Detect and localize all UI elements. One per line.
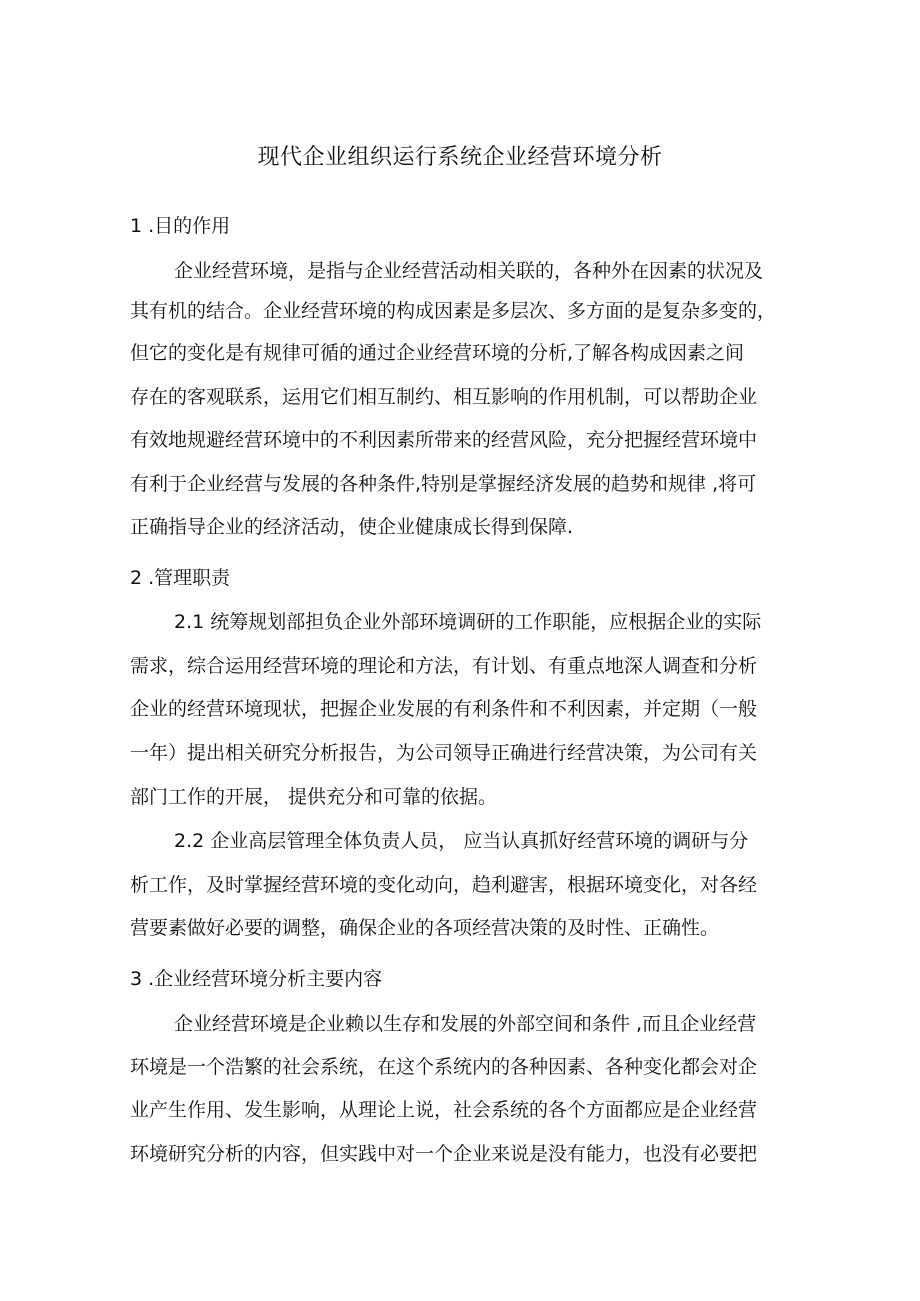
text-line: 析工作，及时掌握经营环境的变化动向，趋利避害，根据环境变化，对各经 — [130, 874, 758, 896]
text-line: 业产生作用、发生影响，从理论上说，社会系统的各个方面都应是企业经营 — [130, 1099, 758, 1121]
text-line: 需求，综合运用经营环境的理论和方法，有计划、有重点地深人调查和分析 — [130, 655, 758, 677]
text-line: 部门工作的开展， 提供充分和可靠的依据。 — [130, 786, 498, 808]
text-line: 环境研究分析的内容，但实践中对一个企业来说是没有能力，也没有必要把 — [130, 1143, 758, 1165]
text-line: 企业经营环境，是指与企业经营活动相关联的，各种外在因素的状况及 — [174, 260, 764, 282]
text-line: 正确指导企业的经济活动，使企业健康成长得到保障. — [130, 516, 574, 538]
text-line: 企业的经营环境现状，把握企业发展的有利条件和不利因素，并定期（一般 — [130, 698, 758, 720]
text-line: 环境是一个浩繁的社会系统，在这个系统内的各种因素、各种变化都会对企 — [130, 1056, 758, 1078]
document-title: 现代企业组织运行系统企业经营环境分析 — [257, 145, 663, 170]
text-line: 2.1 统筹规划部担负企业外部环境调研的工作职能，应根据企业的实际 — [174, 611, 762, 633]
text-line: 存在的客观联系，运用它们相互制约、相互影响的作用机制，可以帮助企业 — [130, 386, 758, 408]
section-2-heading: 2 .管理职责 — [130, 567, 231, 589]
text-line: 营要素做好必要的调整，确保企业的各项经营决策的及时性、正确性。 — [130, 917, 720, 939]
text-line: 有利于企业经营与发展的各种条件,特别是掌握经济发展的趋势和规律 ,将可 — [130, 473, 757, 495]
text-line: 其有机的结合。企业经营环境的构成因素是多层次、多方面的是复杂多变的， — [130, 300, 777, 322]
section-3-heading: 3 .企业经营环境分析主要内容 — [130, 968, 383, 990]
text-line: 一年）提出相关研究分析报告，为公司领导正确进行经营决策，为公司有关 — [130, 742, 758, 764]
text-line: 有效地规避经营环境中的不利因素所带来的经营风险，充分把握经营环境中 — [130, 429, 758, 451]
text-line: 2.2 企业高层管理全体负责人员， 应当认真抓好经营环境的调研与分 — [174, 830, 749, 852]
section-1-heading: 1 .目的作用 — [130, 215, 231, 237]
text-line: 但它的变化是有规律可循的通过企业经营环境的分析,了解各构成因素之间 — [130, 342, 745, 364]
text-line: 企业经营环境是企业赖以生存和发展的外部空间和条件 ,而且企业经营 — [174, 1013, 757, 1035]
